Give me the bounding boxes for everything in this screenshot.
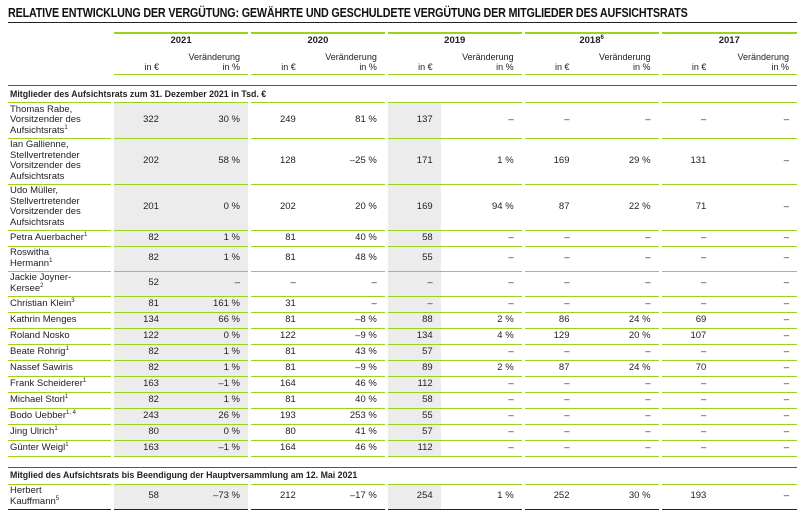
year-header bbox=[249, 33, 386, 47]
member-name bbox=[8, 271, 113, 296]
member-name-line: Udo Müller, bbox=[10, 185, 59, 196]
value-cell: 249 bbox=[249, 103, 303, 139]
value-cell: 201 bbox=[113, 184, 167, 230]
change-cell: 0 % bbox=[167, 184, 250, 230]
change-cell: – bbox=[578, 246, 661, 271]
value-cell: – bbox=[660, 440, 714, 456]
footnote-marker: 1 bbox=[64, 393, 69, 400]
year-label: 2020 bbox=[307, 34, 329, 46]
member-name-line: Kathrin Menges bbox=[10, 313, 77, 325]
value-cell: 57 bbox=[386, 344, 440, 360]
value-cell: – bbox=[660, 246, 714, 271]
change-cell: – bbox=[578, 344, 661, 360]
value-cell: 137 bbox=[386, 103, 440, 139]
change-cell: – bbox=[578, 103, 661, 139]
value-cell: – bbox=[660, 296, 714, 312]
footnote-marker: 1, 4 bbox=[65, 409, 76, 416]
year-label: 2017 bbox=[718, 34, 740, 46]
footnote-marker: 1 bbox=[54, 425, 58, 432]
change-cell: 46 % bbox=[304, 376, 387, 392]
change-cell: – bbox=[441, 230, 524, 246]
member-name-line: Stellvertretender bbox=[10, 195, 80, 207]
value-cell: 252 bbox=[523, 484, 577, 509]
footnote-marker: 1 bbox=[65, 345, 69, 352]
value-cell: 122 bbox=[113, 328, 167, 344]
change-cell: 20 % bbox=[304, 184, 387, 230]
member-name-line: Günter Weigl bbox=[10, 441, 66, 453]
value-cell: 131 bbox=[660, 138, 714, 184]
change-cell: –9 % bbox=[304, 360, 387, 376]
value-cell: – bbox=[386, 296, 440, 312]
value-cell: 129 bbox=[523, 328, 577, 344]
footnote-marker: 1 bbox=[83, 231, 88, 238]
change-cell: – bbox=[167, 271, 250, 296]
change-cell: – bbox=[578, 376, 661, 392]
unit-header-row bbox=[8, 47, 797, 75]
change-cell: – bbox=[441, 424, 524, 440]
value-cell: 89 bbox=[386, 360, 440, 376]
change-cell: – bbox=[578, 230, 661, 246]
change-cell: – bbox=[714, 392, 797, 408]
year-header-row bbox=[8, 33, 797, 47]
change-cell: –1 % bbox=[167, 376, 250, 392]
change-cell: – bbox=[714, 328, 797, 344]
member-name-line: Vorsitzender des bbox=[10, 160, 81, 171]
member-name-line: Hermann bbox=[10, 257, 50, 269]
value-cell: 128 bbox=[249, 138, 303, 184]
unit-value-header: in € bbox=[249, 47, 303, 75]
change-cell: – bbox=[714, 138, 797, 184]
value-cell: 55 bbox=[386, 246, 440, 271]
change-cell: 48 % bbox=[304, 246, 387, 271]
value-cell: 107 bbox=[660, 328, 714, 344]
change-cell: 1 % bbox=[167, 230, 250, 246]
value-cell: – bbox=[660, 103, 714, 139]
table-row bbox=[8, 246, 797, 271]
unit-change-line2: in % bbox=[496, 61, 514, 72]
member-name bbox=[8, 360, 113, 376]
unit-change-line2: in % bbox=[359, 61, 377, 72]
value-cell: – bbox=[523, 408, 577, 424]
unit-change-line1: Veränderung bbox=[462, 52, 514, 62]
change-cell: – bbox=[304, 296, 387, 312]
change-cell: 66 % bbox=[167, 312, 250, 328]
change-cell: – bbox=[714, 184, 797, 230]
change-cell: – bbox=[714, 424, 797, 440]
footnote-marker: 3 bbox=[71, 297, 75, 304]
value-cell: 52 bbox=[113, 271, 167, 296]
change-cell: –1 % bbox=[167, 440, 250, 456]
year-header bbox=[660, 33, 797, 47]
change-cell: 41 % bbox=[304, 424, 387, 440]
change-cell: 1 % bbox=[441, 484, 524, 509]
member-name bbox=[8, 246, 113, 271]
change-cell: 161 % bbox=[167, 296, 250, 312]
table-row bbox=[8, 230, 797, 246]
change-cell: 24 % bbox=[578, 312, 661, 328]
value-cell: – bbox=[523, 424, 577, 440]
change-cell: –8 % bbox=[304, 312, 387, 328]
value-cell: – bbox=[523, 271, 577, 296]
value-cell: 71 bbox=[660, 184, 714, 230]
unit-value-header: in € bbox=[523, 47, 577, 75]
change-cell: 30 % bbox=[167, 103, 250, 139]
value-cell: – bbox=[386, 271, 440, 296]
unit-change-line2: in % bbox=[633, 61, 651, 72]
change-cell: –9 % bbox=[304, 328, 387, 344]
change-cell: – bbox=[441, 344, 524, 360]
member-name-line: Vorsitzender des bbox=[10, 114, 81, 125]
year-header bbox=[113, 33, 250, 47]
change-cell: – bbox=[578, 296, 661, 312]
change-cell: 24 % bbox=[578, 360, 661, 376]
section-header-current bbox=[8, 86, 797, 103]
value-cell: – bbox=[523, 296, 577, 312]
member-name-line: Stellvertretender bbox=[10, 149, 80, 161]
value-cell: 69 bbox=[660, 312, 714, 328]
member-name bbox=[8, 312, 113, 328]
value-cell: 171 bbox=[386, 138, 440, 184]
member-name-line: Christian Klein bbox=[10, 297, 72, 309]
value-cell: 81 bbox=[113, 296, 167, 312]
table-row bbox=[8, 344, 797, 360]
unit-change-line1: Veränderung bbox=[598, 52, 651, 62]
member-name bbox=[8, 484, 113, 509]
member-name-line: Aufsichtsrats bbox=[10, 124, 65, 136]
member-name bbox=[8, 392, 113, 408]
value-cell: 169 bbox=[523, 138, 577, 184]
table-title: RELATIVE ENTWICKLUNG DER VERGÜTUNG: GEWÄHRTE UND GESCHULDETE VERGÜTUNG DER MITGLIEDER DES AUFSICHTSRATS bbox=[8, 6, 688, 20]
value-cell: 202 bbox=[113, 138, 167, 184]
change-cell: – bbox=[441, 246, 524, 271]
unit-change-line1: Veränderung bbox=[737, 52, 789, 62]
value-cell: 322 bbox=[113, 103, 167, 139]
change-cell: 1 % bbox=[167, 360, 250, 376]
change-cell: – bbox=[714, 360, 797, 376]
change-cell: – bbox=[441, 392, 524, 408]
member-name-line: Ian Gallienne, bbox=[10, 139, 69, 150]
value-cell: – bbox=[523, 376, 577, 392]
member-name-line: Bodo Uebber bbox=[10, 409, 66, 421]
change-cell: – bbox=[304, 271, 387, 296]
member-name-line: Jackie Joyner- bbox=[10, 272, 72, 283]
value-cell: 112 bbox=[386, 376, 440, 392]
change-cell: – bbox=[578, 408, 661, 424]
value-cell: 82 bbox=[113, 230, 167, 246]
unit-change-line2: in % bbox=[771, 61, 789, 72]
value-cell: 202 bbox=[249, 184, 303, 230]
change-cell: 1 % bbox=[441, 138, 524, 184]
change-cell: 58 % bbox=[167, 138, 250, 184]
member-name bbox=[8, 184, 113, 230]
year-label: 2018 bbox=[579, 34, 601, 46]
unit-change-line2: in % bbox=[222, 61, 240, 72]
value-cell: 169 bbox=[386, 184, 440, 230]
member-name-line: Thomas Rabe, bbox=[10, 103, 73, 115]
change-cell: – bbox=[441, 271, 524, 296]
change-cell: – bbox=[714, 376, 797, 392]
value-cell: – bbox=[249, 271, 303, 296]
member-name-line: Herbert bbox=[10, 485, 42, 496]
member-name-line: Kauffmann bbox=[10, 495, 56, 507]
member-name bbox=[8, 344, 113, 360]
table-row bbox=[8, 440, 797, 456]
value-cell: 58 bbox=[386, 230, 440, 246]
footnote-marker: 1 bbox=[49, 257, 53, 264]
change-cell: – bbox=[714, 296, 797, 312]
member-name bbox=[8, 296, 113, 312]
value-cell: 31 bbox=[249, 296, 303, 312]
section-title: Mitglieder des Aufsichtsrats zum 31. Dezember 2021 in Tsd. € bbox=[8, 86, 797, 103]
table-row bbox=[8, 296, 797, 312]
value-cell: 70 bbox=[660, 360, 714, 376]
change-cell: 46 % bbox=[304, 440, 387, 456]
member-name-line: Petra Auerbacher bbox=[10, 231, 84, 243]
value-cell: 134 bbox=[386, 328, 440, 344]
value-cell: 164 bbox=[249, 376, 303, 392]
value-cell: 58 bbox=[113, 484, 167, 509]
change-cell: – bbox=[714, 230, 797, 246]
change-cell: 1 % bbox=[167, 344, 250, 360]
table-row bbox=[8, 392, 797, 408]
value-cell: – bbox=[660, 392, 714, 408]
member-name-line: Nassef Sawiris bbox=[10, 361, 73, 373]
change-cell: 40 % bbox=[304, 392, 387, 408]
unit-change-header bbox=[167, 47, 250, 75]
member-name bbox=[8, 424, 113, 440]
value-cell: – bbox=[660, 271, 714, 296]
change-cell: –73 % bbox=[167, 484, 250, 509]
member-name bbox=[8, 408, 113, 424]
table-row bbox=[8, 408, 797, 424]
member-name bbox=[8, 440, 113, 456]
value-cell: – bbox=[523, 440, 577, 456]
table-row bbox=[8, 376, 797, 392]
member-name-line: Michael Storl bbox=[10, 393, 65, 405]
change-cell: 20 % bbox=[578, 328, 661, 344]
member-name-line: Vorsitzender des bbox=[10, 206, 81, 217]
value-cell: – bbox=[660, 230, 714, 246]
member-name bbox=[8, 103, 113, 139]
member-name-line: Frank Scheiderer bbox=[10, 377, 83, 389]
member-name-line: Roswitha bbox=[10, 247, 50, 258]
member-name-line: Jing Ulrich bbox=[10, 425, 55, 437]
value-cell: 81 bbox=[249, 312, 303, 328]
table-row bbox=[8, 312, 797, 328]
table-row bbox=[8, 103, 797, 139]
value-cell: 163 bbox=[113, 376, 167, 392]
year-label: 2019 bbox=[444, 34, 466, 46]
section-title: Mitglied des Aufsichtsrats bis Beendigung der Hauptversammlung am 12. Mai 2021 bbox=[8, 467, 797, 484]
unit-value-header: in € bbox=[386, 47, 440, 75]
value-cell: – bbox=[660, 424, 714, 440]
change-cell: 0 % bbox=[167, 424, 250, 440]
title-rule bbox=[8, 22, 797, 23]
unit-change-line1: Veränderung bbox=[325, 52, 377, 62]
unit-change-header bbox=[304, 47, 387, 75]
value-cell: 82 bbox=[113, 344, 167, 360]
value-cell: – bbox=[660, 376, 714, 392]
value-cell: 55 bbox=[386, 408, 440, 424]
value-cell: – bbox=[523, 344, 577, 360]
table-row bbox=[8, 424, 797, 440]
value-cell: 243 bbox=[113, 408, 167, 424]
value-cell: 57 bbox=[386, 424, 440, 440]
footnote-marker: 6 bbox=[600, 34, 604, 41]
footnote-marker: 5 bbox=[55, 495, 60, 502]
year-label: 2021 bbox=[170, 34, 192, 46]
change-cell: –17 % bbox=[304, 484, 387, 509]
change-cell: – bbox=[441, 296, 524, 312]
table-row bbox=[8, 138, 797, 184]
change-cell: 253 % bbox=[304, 408, 387, 424]
value-cell: 87 bbox=[523, 360, 577, 376]
change-cell: – bbox=[714, 246, 797, 271]
value-cell: 212 bbox=[249, 484, 303, 509]
change-cell: 40 % bbox=[304, 230, 387, 246]
change-cell: – bbox=[714, 344, 797, 360]
value-cell: – bbox=[523, 246, 577, 271]
member-name-line: Aufsichtsrats bbox=[10, 216, 65, 228]
value-cell: 81 bbox=[249, 360, 303, 376]
value-cell: 254 bbox=[386, 484, 440, 509]
value-cell: – bbox=[660, 408, 714, 424]
value-cell: 58 bbox=[386, 392, 440, 408]
change-cell: – bbox=[441, 440, 524, 456]
table-row bbox=[8, 328, 797, 344]
unit-value-header: in € bbox=[660, 47, 714, 75]
unit-change-header bbox=[578, 47, 661, 75]
change-cell: 2 % bbox=[441, 360, 524, 376]
change-cell: – bbox=[714, 103, 797, 139]
change-cell: – bbox=[714, 440, 797, 456]
change-cell: – bbox=[441, 408, 524, 424]
change-cell: – bbox=[714, 312, 797, 328]
footnote-marker: 1 bbox=[82, 377, 87, 384]
member-name bbox=[8, 230, 113, 246]
change-cell: 26 % bbox=[167, 408, 250, 424]
value-cell: 80 bbox=[249, 424, 303, 440]
value-cell: 86 bbox=[523, 312, 577, 328]
member-name bbox=[8, 328, 113, 344]
value-cell: 81 bbox=[249, 344, 303, 360]
change-cell: – bbox=[714, 271, 797, 296]
value-cell: 193 bbox=[660, 484, 714, 509]
change-cell: – bbox=[578, 440, 661, 456]
member-name bbox=[8, 376, 113, 392]
value-cell: 80 bbox=[113, 424, 167, 440]
value-cell: 164 bbox=[249, 440, 303, 456]
value-cell: 87 bbox=[523, 184, 577, 230]
year-header bbox=[523, 33, 660, 47]
table-row bbox=[8, 484, 797, 509]
compensation-table bbox=[8, 32, 797, 510]
table-row bbox=[8, 184, 797, 230]
change-cell: 2 % bbox=[441, 312, 524, 328]
change-cell: 29 % bbox=[578, 138, 661, 184]
change-cell: – bbox=[714, 408, 797, 424]
change-cell: – bbox=[578, 424, 661, 440]
change-cell: 1 % bbox=[167, 246, 250, 271]
year-header bbox=[386, 33, 523, 47]
change-cell: 30 % bbox=[578, 484, 661, 509]
table-row bbox=[8, 271, 797, 296]
member-name-line: Aufsichtsrats bbox=[10, 170, 65, 182]
value-cell: 81 bbox=[249, 246, 303, 271]
value-cell: 134 bbox=[113, 312, 167, 328]
unit-value-header: in € bbox=[113, 47, 167, 75]
table-row bbox=[8, 360, 797, 376]
value-cell: 88 bbox=[386, 312, 440, 328]
change-cell: 4 % bbox=[441, 328, 524, 344]
value-cell: 82 bbox=[113, 360, 167, 376]
unit-change-header bbox=[441, 47, 524, 75]
unit-change-line1: Veränderung bbox=[188, 52, 240, 62]
value-cell: – bbox=[660, 344, 714, 360]
change-cell: – bbox=[578, 271, 661, 296]
change-cell: –25 % bbox=[304, 138, 387, 184]
unit-change-header bbox=[714, 47, 797, 75]
footnote-marker: 1 bbox=[64, 124, 68, 131]
value-cell: 193 bbox=[249, 408, 303, 424]
value-cell: 81 bbox=[249, 230, 303, 246]
value-cell: – bbox=[523, 392, 577, 408]
change-cell: – bbox=[578, 392, 661, 408]
value-cell: 82 bbox=[113, 392, 167, 408]
value-cell: 163 bbox=[113, 440, 167, 456]
footnote-marker: 1 bbox=[65, 441, 69, 448]
value-cell: – bbox=[523, 103, 577, 139]
change-cell: 1 % bbox=[167, 392, 250, 408]
change-cell: 22 % bbox=[578, 184, 661, 230]
value-cell: – bbox=[523, 230, 577, 246]
section-header-former bbox=[8, 467, 797, 484]
footnote-marker: 2 bbox=[40, 282, 44, 289]
change-cell: 0 % bbox=[167, 328, 250, 344]
value-cell: 81 bbox=[249, 392, 303, 408]
change-cell: 81 % bbox=[304, 103, 387, 139]
value-cell: 122 bbox=[249, 328, 303, 344]
member-name-line: Beate Rohrig bbox=[10, 345, 66, 357]
change-cell: – bbox=[441, 103, 524, 139]
value-cell: 82 bbox=[113, 246, 167, 271]
change-cell: 94 % bbox=[441, 184, 524, 230]
change-cell: 43 % bbox=[304, 344, 387, 360]
member-name-line: Kersee bbox=[10, 282, 41, 294]
change-cell: – bbox=[441, 376, 524, 392]
member-name bbox=[8, 138, 113, 184]
member-name-line: Roland Nosko bbox=[10, 329, 70, 341]
value-cell: 112 bbox=[386, 440, 440, 456]
change-cell: – bbox=[714, 484, 797, 509]
